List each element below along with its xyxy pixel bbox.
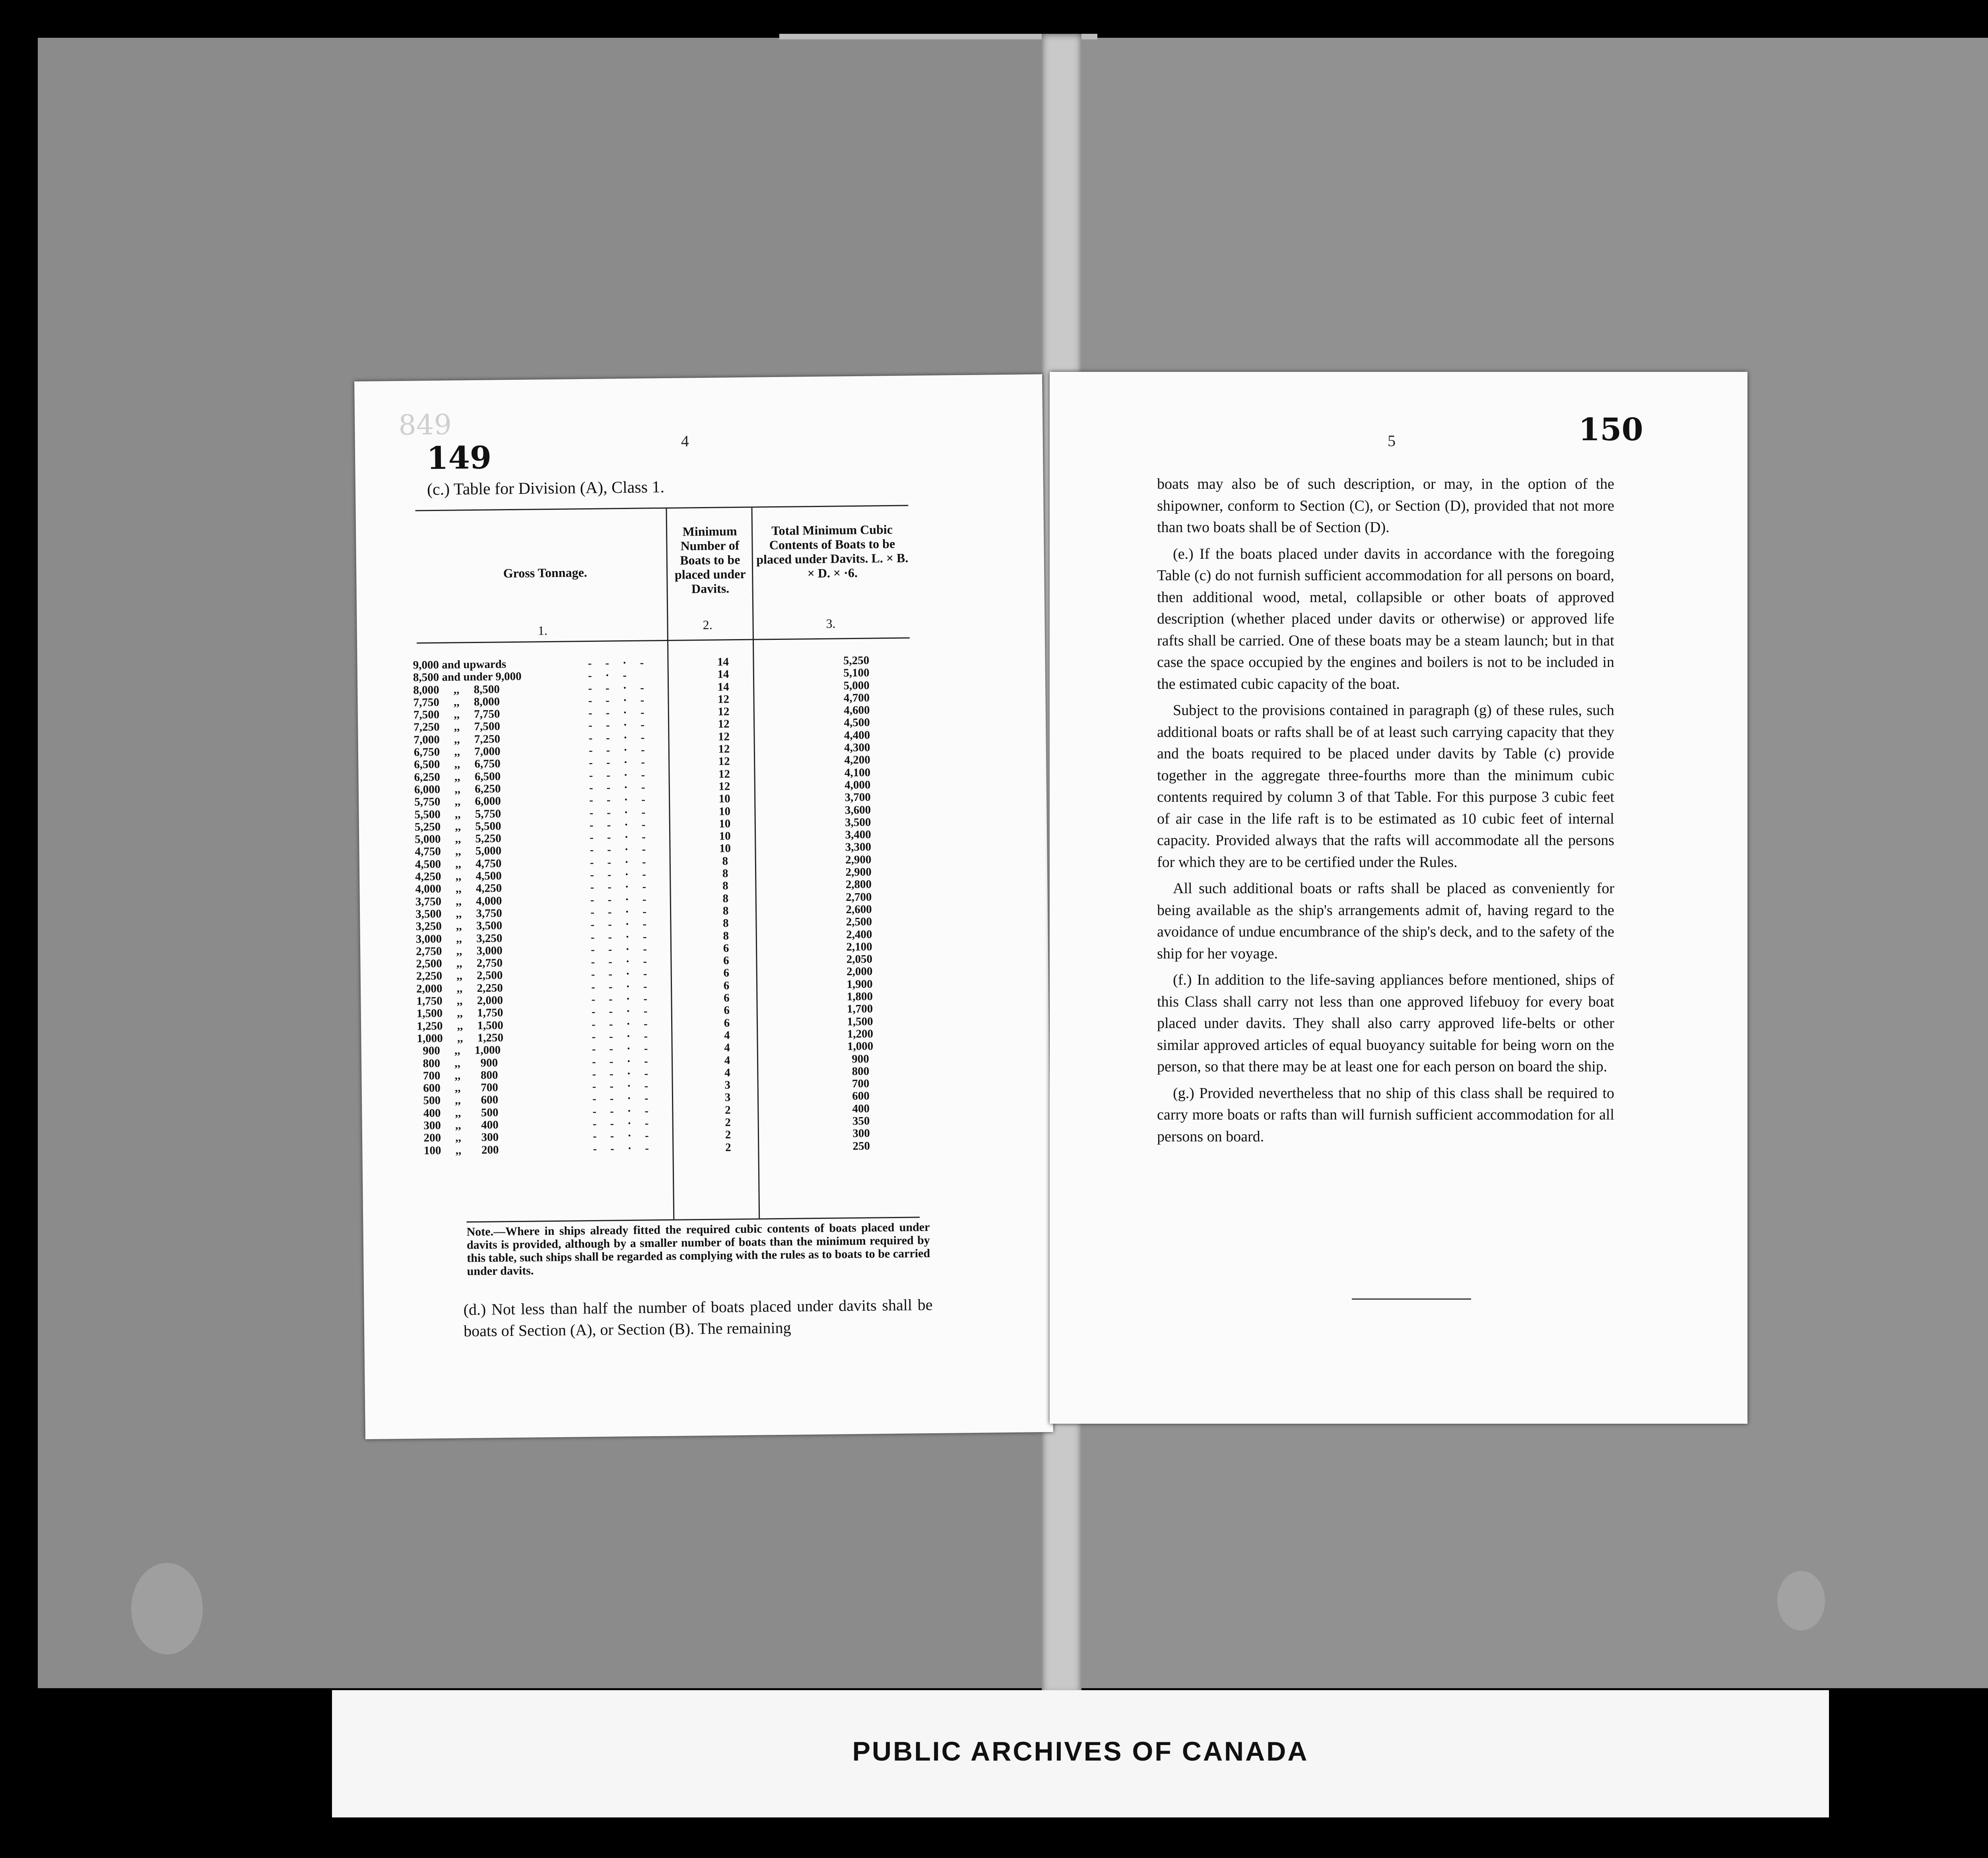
table-row: 800 ,, 900 --·- 4 900 [417,1052,869,1070]
table-row: 9,000 and upwards --·- 14 5,250 [413,654,870,672]
table-row: 200 ,, 300 --·- 2 300 [417,1127,870,1145]
table-row: 5,750 ,, 6,000 --·- 10 3,700 [414,791,871,809]
table-row: 5,250 ,, 5,500 --·- 10 3,500 [414,816,871,834]
table-row: 900 ,, 1,000 --·- 4 1,000 [417,1040,874,1057]
table-row: 4,250 ,, 4,500 --·- 8 2,900 [415,865,872,883]
table-note: Note.—Where in ships already fitted the required cubic contents of boats placed under davits is provided, although by a smaller number of boats than the minimum required by this table, such ships shall be regarded as complying with the rules as to boats to be carried under davits. [466,1221,930,1278]
table-header [415,505,910,644]
folio-number: 5 [1388,432,1396,450]
paragraph-g: (g.) Provided nevertheless that no ship of this class shall be required to carry more boats or rafts than will furnish sufficient accommodation for all persons on board. [1157,1084,1614,1145]
table-row: 100 ,, 200 --·- 2 250 [418,1139,870,1157]
column-number-2: 2. [703,617,712,632]
paragraph-continuation: boats may also be of such description, or may, in the option of the shipowner, conform to Section (C), or Section (D), provided that not more than two boats shall be of Section (D). [1157,476,1614,536]
table-row: 7,750 ,, 8,000 --·- 12 4,700 [413,691,870,709]
table-row: 7,250 ,, 7,500 --·- 12 4,500 [414,716,870,734]
column-number-3: 3. [826,616,836,631]
folio-number: 4 [681,432,689,450]
archive-page-number: 150 [1578,412,1643,448]
table-row: 700 ,, 800 --·- 4 800 [417,1065,870,1083]
table-row: 4,500 ,, 4,750 --·- 8 2,900 [415,853,872,871]
header-cubic-contents: Total Minimum Cubic Contents of Boats to be placed under Davits. L. × B. × D. × ·6. [756,522,909,581]
table-row: 3,750 ,, 4,000 --·- 8 2,700 [415,890,872,908]
paragraph-additional-boats: All such additional boats or rafts shall be placed as conveniently for being available as the ship's arrangements admit of, having regard to the avoidance of undue encumbrance of the ship's deck, and to the safety of the ship for her voyage. [1157,880,1614,962]
table-row: 2,500 ,, 2,750 --·- 6 2,050 [416,952,873,970]
table-row: 400 ,, 500 --·- 2 400 [417,1102,870,1120]
table-row: 5,500 ,, 5,750 --·- 10 3,600 [414,803,871,821]
column-number-1: 1. [538,623,547,638]
header-minimum-boats: Minimum Number of Boats to be placed under Davits. [674,524,746,596]
column-divider [666,509,668,640]
table-row: 5,000 ,, 5,250 --·- 10 3,400 [415,828,871,846]
end-rule [1352,1298,1471,1300]
table-row: 6,000 ,, 6,250 --·- 12 4,000 [414,778,871,796]
table-row: 1,000 ,, 1,250 --·- 4 1,200 [417,1027,874,1045]
archive-page-number: 149 [426,439,492,477]
table-row: 1,250 ,, 1,500 --·- 6 1,500 [416,1015,873,1033]
table-row: 4,750 ,, 5,000 --·- 10 3,300 [415,841,872,859]
table-row: 8,500 and under 9,000 -·- 14 5,100 [413,666,870,684]
header-gross-tonnage: Gross Tonnage. [503,565,587,581]
table-row: 3,250 ,, 3,500 --·- 8 2,500 [415,915,872,933]
table-row: 600 ,, 700 --·- 3 700 [417,1077,870,1095]
paragraph-e: (e.) If the boats placed under davits in accordance with the foregoing Table (c) do not furnish sufficient accommodation for all persons on board, then additional wood, metal, collapsible or other boats of approved description (whether placed under davits or otherwise) or approved life rafts shall be carried. One of these boats may be a steam launch; but in that case the space occupied by the engines and boilers is not to be included in the estimated cubic capacity of the boat. [1157,545,1614,692]
paragraph-subject: Subject to the provisions contained in paragraph (g) of these rules, such additional boats or rafts shall be of at least such carrying capacity that they and the boats required to be placed under davits by Table (c) provide together in the aggregate three-fourths more than the minimum cubic contents required by column 3 of that Table. For this purpose 3 cubic feet of air case in the life raft is to be estimated as 10 cubic feet of internal capacity. Provided always that the rafts will accommodate all the persons for which they are to be certified under the Rules. [1157,702,1614,871]
table-row: 6,250 ,, 6,500 --·- 12 4,100 [414,766,871,784]
table-row: 3,000 ,, 3,250 --·- 8 2,400 [415,928,872,946]
table-row: 300 ,, 400 --·- 2 350 [417,1114,870,1132]
column-divider [751,508,754,639]
table-row: 8,000 ,, 8,500 --·- 14 5,000 [413,679,870,697]
right-page [1050,372,1747,1424]
faded-page-stamp: 849 [398,408,452,441]
archive-label-text: PUBLIC ARCHIVES OF CANADA [852,1736,1309,1767]
table-row: 2,750 ,, 3,000 --·- 6 2,100 [415,940,872,958]
paragraph-f: (f.) In addition to the life-saving appliances before mentioned, ships of this Class shall carry not less than one approved lifebuoy for every boat placed under davits. They shall also carry approved life-belts or other similar approved articles of equal buoyancy suitable for being worn on the person, so that there may be at least one for each person on board the ship. [1157,972,1614,1075]
paragraph-d: (d.) Not less than half the number of boats placed under davits shall be boats of Section (A), or Section (B). The remaining [463,1296,933,1340]
table-caption: (c.) Table for Division (A), Class 1. [427,478,665,499]
table-row: 2,000 ,, 2,250 --·- 6 1,900 [416,978,873,995]
table-row: 7,500 ,, 7,750 --·- 12 4,600 [413,704,870,721]
table-row: 3,500 ,, 3,750 --·- 8 2,600 [415,903,872,921]
table-row: 7,000 ,, 7,250 --·- 12 4,400 [414,729,870,746]
right-page-body [1157,473,1614,1152]
table-body [413,654,919,1157]
table-row: 1,750 ,, 2,000 --·- 6 1,800 [416,990,873,1008]
table-row: 2,250 ,, 2,500 --·- 6 2,000 [416,965,873,983]
board-stain [131,1563,203,1654]
archive-label-strip [332,1690,1829,1817]
left-page [354,374,1053,1439]
table-row: 4,000 ,, 4,250 --·- 8 2,800 [415,878,872,896]
board-stain [1777,1571,1825,1631]
table-row: 6,750 ,, 7,000 --·- 12 4,300 [414,741,870,759]
table-row: 6,500 ,, 6,750 --·- 12 4,200 [414,753,870,771]
table-row: 1,500 ,, 1,750 --·- 6 1,700 [416,1002,873,1020]
table-row: 500 ,, 600 --·- 3 600 [417,1090,870,1107]
